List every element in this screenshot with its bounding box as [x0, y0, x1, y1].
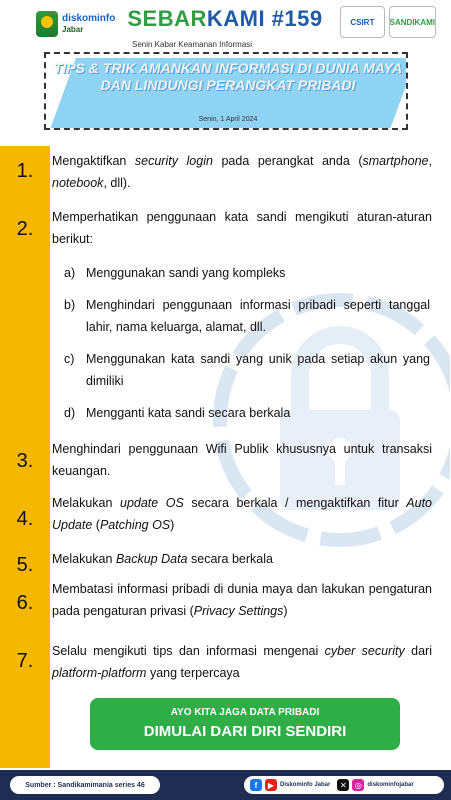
tip-7-text-a: Selalu mengikuti tips dan informasi mengenai	[52, 644, 325, 658]
social-links	[244, 776, 444, 794]
tip-7-text-e: yang terpercaya	[146, 666, 240, 680]
tip-5-text-b: Backup Data	[115, 552, 188, 566]
cta-banner	[90, 698, 400, 750]
tip-7	[52, 640, 432, 684]
number-6: 6.	[16, 592, 34, 614]
fb-yt-handle[interactable]: Diskominfo Jabar	[280, 782, 331, 788]
tip-1	[52, 150, 432, 194]
tip-4-text-a: Melakukan	[52, 496, 120, 510]
brand-part-1: SEBAR	[127, 6, 207, 31]
tip-3: Menghindari penggunaan Wifi Publik khususnya untuk transaksi keuangan.	[52, 442, 432, 478]
sub-item-a	[64, 262, 430, 284]
facebook-icon[interactable]: f	[250, 779, 262, 791]
tip-1-text-a: Mengaktifkan	[52, 154, 135, 168]
tip-4-text-d: Auto Update	[52, 496, 432, 532]
tip-4	[52, 492, 432, 536]
number-3: 3.	[16, 450, 34, 472]
tip-4-text-c: secara berkala / mengaktifkan fitur	[183, 496, 407, 510]
jabar-emblem-icon	[36, 11, 58, 37]
tip-6	[52, 578, 432, 622]
tip-6-text-c: )	[283, 604, 288, 618]
sub-item-b-letter: b)	[64, 298, 76, 312]
tip-4-text-g: )	[170, 518, 175, 532]
tip-1-text-d: smartphone	[362, 154, 429, 168]
tip-6-text-a: Membatasi informasi pribadi di dunia maya dan lakukan pengaturan pada pengaturan privasi (	[52, 582, 432, 618]
tip-4-text-f: Patching OS	[99, 518, 171, 532]
number-sidebar	[0, 146, 50, 768]
number-5: 5.	[16, 554, 34, 576]
tip-1-text-f: notebook	[52, 176, 104, 190]
tip-1-text-b: security login	[134, 154, 213, 168]
source-label: Sumber : Sandikamimania series 46	[10, 776, 160, 794]
page-title: TIPS & TRIK AMANKAN INFORMASI DI DUNIA MAYA DAN LINDUNGI PERANGKAT PRIBADI	[53, 60, 403, 93]
tip-6-text-b: Privacy Settings	[193, 604, 284, 618]
youtube-icon[interactable]: ▶	[265, 779, 277, 791]
number-4: 4.	[16, 508, 34, 530]
footer	[0, 770, 451, 800]
logo-left-text-2: Jabar	[62, 25, 84, 34]
title-box	[44, 52, 408, 130]
tip-4-text-b: update OS	[120, 496, 184, 510]
tip-4-text-e: (	[92, 518, 100, 532]
sub-item-c-letter: c)	[64, 352, 75, 366]
sub-item-c-text: Menggunakan kata sandi yang unik pada setiap akun yang dimiliki	[86, 352, 430, 388]
publish-date: Senin, 1 April 2024	[198, 116, 258, 123]
diskominfo-logo	[36, 8, 118, 40]
sub-item-d-letter: d)	[64, 406, 76, 420]
number-2: 2.	[16, 218, 34, 240]
tip-1-text-e: ,	[428, 154, 432, 168]
logo-left-text-1: diskominfo	[62, 13, 116, 24]
tip-2: Memperhatikan penggunaan kata sandi mengikuti aturan-aturan berikut:	[52, 210, 432, 246]
instagram-icon[interactable]: ◎	[352, 779, 364, 791]
sub-item-a-letter: a)	[64, 266, 76, 280]
brand-title	[120, 6, 330, 49]
sub-item-b-text: Menghindari penggunaan informasi pribadi seperti tanggal lahir, nama keluarga, alamat, dll.	[86, 298, 430, 334]
tip-7-text-c: dari	[404, 644, 432, 658]
tip-5-text-a: Melakukan	[52, 552, 116, 566]
sandikami-logo: SANDIKAMI	[389, 6, 436, 38]
csirt-logo: CSIRT	[340, 6, 385, 38]
cta-line-1: AYO KITA JAGA DATA PRIBADI	[170, 707, 320, 718]
number-7: 7.	[16, 650, 34, 672]
brand-subtitle: Senin Kabar Keamanan Informasi	[132, 40, 253, 49]
sub-item-d-text: Mengganti kata sandi secara berkala	[86, 406, 291, 420]
x-icon[interactable]: ✕	[337, 779, 349, 791]
tip-7-text-b: cyber security	[324, 644, 405, 658]
sub-item-b	[64, 294, 430, 338]
tip-5-text-c: secara berkala	[187, 552, 273, 566]
ig-handle[interactable]: diskominfojabar	[367, 782, 414, 788]
sub-item-d	[64, 402, 430, 424]
header	[0, 0, 451, 140]
partner-logos	[340, 6, 436, 38]
number-1: 1.	[16, 160, 34, 182]
brand-part-2: KAMI #159	[206, 6, 323, 31]
tip-1-text-g: , dll).	[103, 176, 131, 190]
tip-1-text-c: pada perangkat anda (	[212, 154, 363, 168]
tip-5	[52, 548, 432, 570]
tip-7-text-d: platform-platform	[52, 666, 147, 680]
sub-item-a-text: Menggunakan sandi yang kompleks	[86, 266, 286, 280]
cta-line-2: DIMULAI DARI DIRI SENDIRI	[143, 723, 347, 740]
sub-item-c	[64, 348, 430, 392]
